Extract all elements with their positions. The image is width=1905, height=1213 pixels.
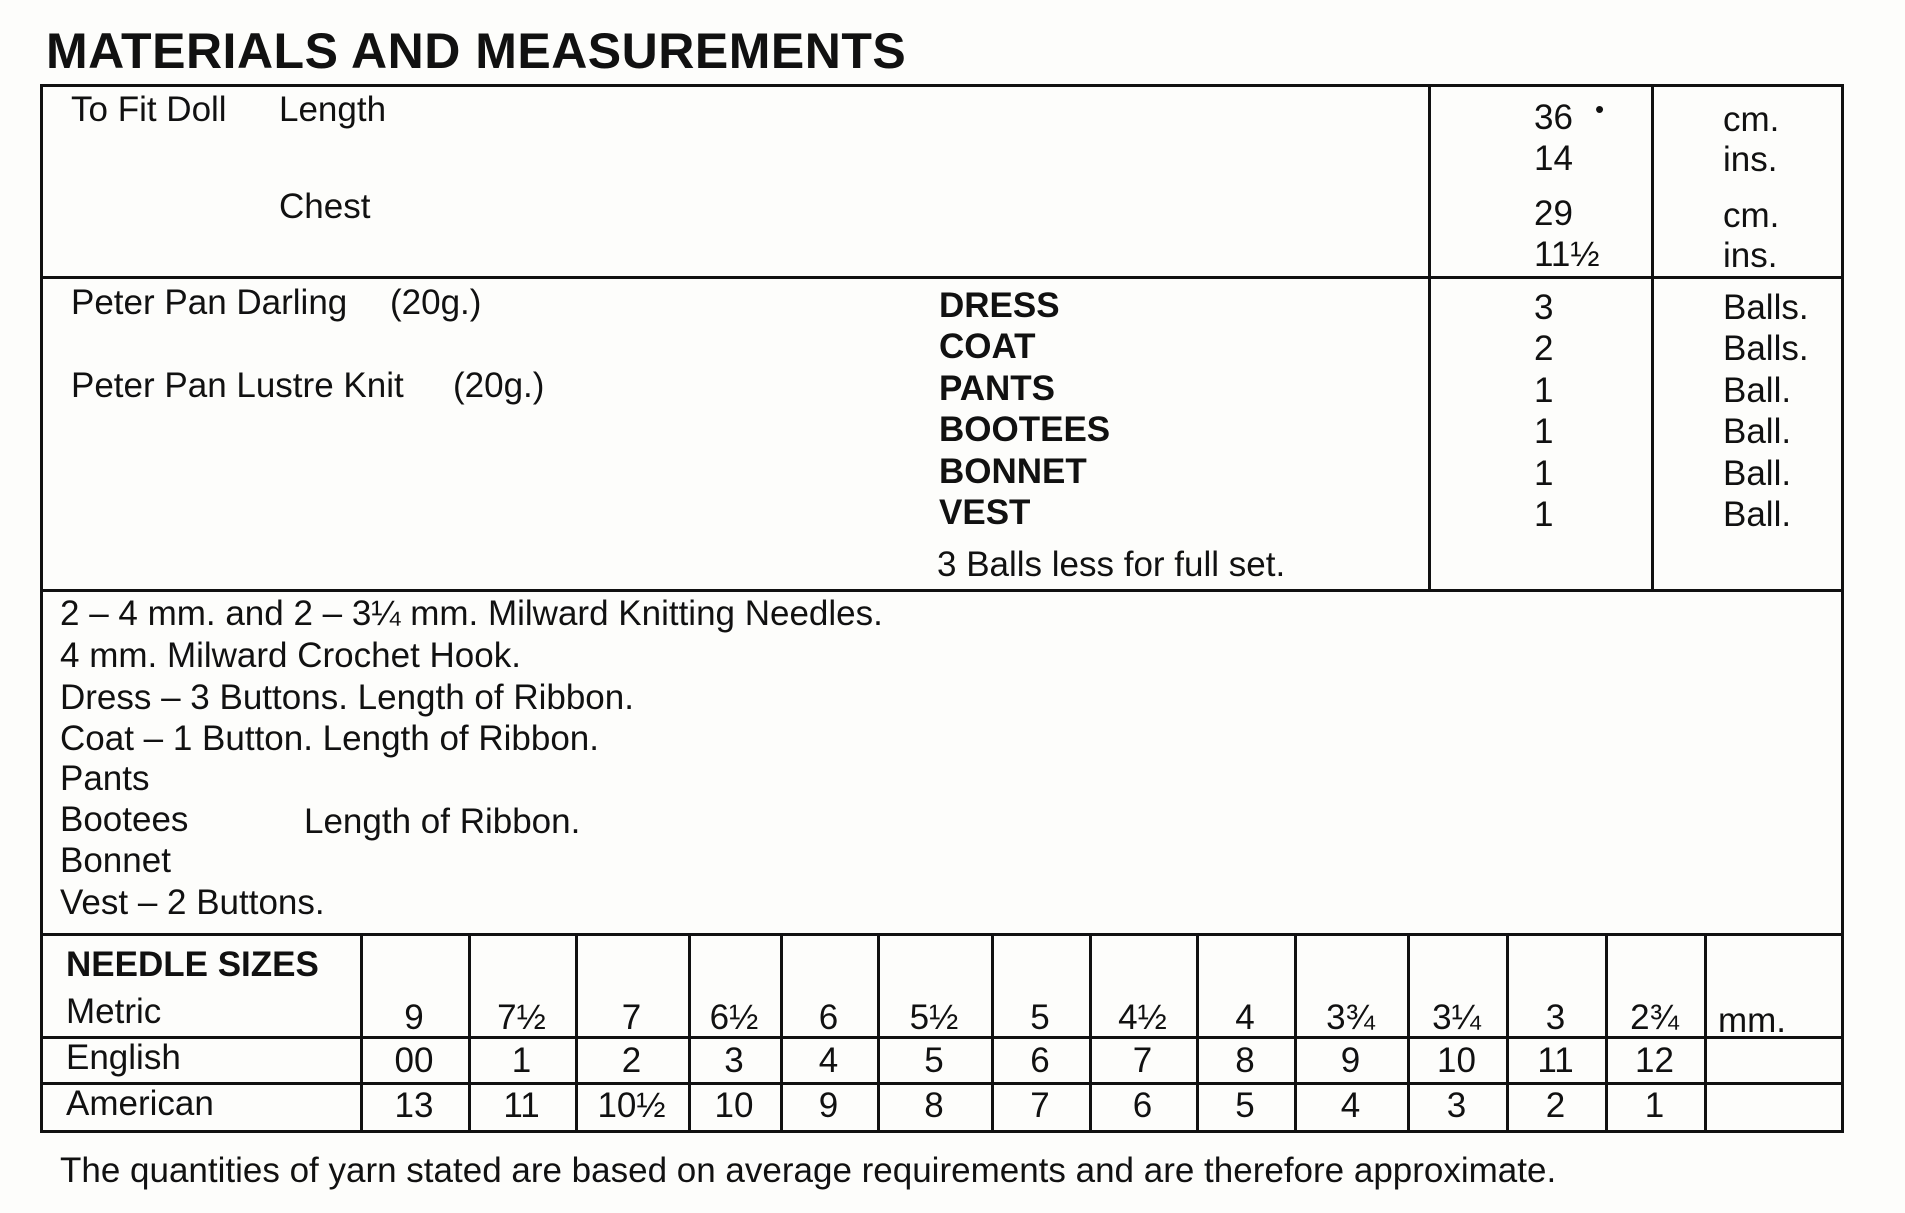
yarn-2-weight: (20g.) [453, 366, 545, 405]
needle-size-metric: 6 [818, 998, 839, 1037]
needle-size-metric: 5 [1030, 998, 1050, 1037]
garment-qty: 1 [1534, 371, 1554, 410]
length-cm-value: 36 [1534, 98, 1573, 137]
garment-unit: Ball. [1723, 412, 1792, 451]
needle-size-american: 13 [394, 1086, 434, 1125]
chest-label: Chest [279, 187, 371, 226]
needle-size-english: 1 [511, 1041, 532, 1080]
yarn-2-name: Peter Pan Lustre Knit [71, 366, 404, 405]
needle-column-divider [1196, 933, 1199, 1133]
garment-name: VEST [939, 493, 1031, 532]
chest-cm-unit: cm. [1723, 196, 1780, 235]
accessory-line: Dress – 3 Buttons. Length of Ribbon. [60, 678, 634, 717]
needle-size-english: 6 [1030, 1041, 1050, 1080]
needle-size-english: 5 [924, 1041, 944, 1080]
table-bottom-border [40, 1130, 1844, 1133]
garment-name: DRESS [939, 286, 1060, 325]
needle-size-american: 10 [714, 1086, 754, 1125]
needle-label-divider [360, 933, 363, 1133]
needle-size-english: 8 [1235, 1041, 1255, 1080]
needle-size-english: 3 [724, 1041, 744, 1080]
accessory-line: Bonnet [60, 841, 171, 880]
table-left-border [40, 84, 43, 1133]
chest-in-unit: ins. [1723, 236, 1778, 275]
length-in-unit: ins. [1723, 140, 1778, 179]
needle-size-american: 6 [1132, 1086, 1153, 1125]
accessory-line: Vest – 2 Buttons. [60, 883, 325, 922]
page-title: MATERIALS AND MEASUREMENTS [46, 23, 907, 79]
needle-column-divider [1704, 933, 1707, 1133]
needle-size-american: 7 [1030, 1086, 1050, 1125]
needle-size-english: 11 [1537, 1041, 1574, 1080]
bullet-mark: • [1595, 94, 1605, 124]
needle-size-metric: 7 [621, 998, 642, 1037]
table-right-border [1841, 84, 1844, 1133]
needle-column-divider [1605, 933, 1608, 1133]
yarn-1-weight: (20g.) [390, 283, 482, 322]
needle-size-english: 12 [1635, 1041, 1674, 1080]
needle-column-divider [877, 933, 880, 1133]
metric-label: Metric [66, 992, 162, 1031]
needle-column-divider [780, 933, 783, 1133]
garment-unit: Ball. [1723, 495, 1792, 534]
needle-column-divider [575, 933, 578, 1133]
needle-sizes-heading: NEEDLE SIZES [66, 945, 319, 984]
garment-qty: 2 [1534, 329, 1554, 368]
garment-qty: 3 [1534, 288, 1554, 327]
needle-size-english: 00 [394, 1041, 434, 1080]
garment-unit: Balls. [1723, 288, 1809, 327]
english-label: English [66, 1038, 181, 1077]
garment-unit: Ball. [1723, 454, 1792, 493]
needle-size-english: 7 [1132, 1041, 1153, 1080]
needle-size-american: 9 [818, 1086, 839, 1125]
length-label: Length [279, 90, 387, 129]
qty-column-divider [1428, 84, 1431, 592]
needle-column-divider [468, 933, 471, 1133]
needle-size-american: 5 [1235, 1086, 1255, 1125]
needle-column-divider [1407, 933, 1410, 1133]
accessory-line: Bootees [60, 800, 189, 839]
garment-unit: Balls. [1723, 329, 1809, 368]
accessory-line: Pants [60, 759, 150, 798]
table-top-border [40, 84, 1844, 87]
needle-column-divider [991, 933, 994, 1133]
needle-size-american: 10½ [597, 1086, 666, 1125]
length-in-value: 14 [1534, 139, 1573, 178]
needle-unit: mm. [1718, 1001, 1787, 1040]
needle-size-american: 11 [503, 1086, 540, 1125]
needle-size-american: 4 [1340, 1086, 1361, 1125]
section-divider-1 [40, 276, 1844, 279]
needle-size-metric: 7½ [497, 998, 546, 1037]
bootees-ribbon-note: Length of Ribbon. [304, 802, 581, 841]
needle-size-american: 2 [1545, 1086, 1566, 1125]
needle-size-english: 10 [1437, 1041, 1476, 1080]
needle-column-divider [1294, 933, 1297, 1133]
needle-size-american: 3 [1446, 1086, 1467, 1125]
needle-size-metric: 2¾ [1630, 998, 1679, 1037]
garment-name: BOOTEES [939, 410, 1111, 449]
length-cm-unit: cm. [1723, 100, 1780, 139]
needle-size-metric: 5½ [909, 998, 959, 1037]
needle-size-metric: 3 [1545, 998, 1566, 1037]
footer-note: The quantities of yarn stated are based on average requirements and are therefore approximate. [60, 1151, 1557, 1190]
garment-qty: 1 [1534, 495, 1554, 534]
chest-in-value: 11½ [1534, 235, 1600, 274]
accessory-line: 2 – 4 mm. and 2 – 3¼ mm. Milward Knitting Needles. [60, 594, 883, 633]
needle-size-english: 2 [621, 1041, 642, 1080]
chest-cm-value: 29 [1534, 194, 1573, 233]
garment-name: BONNET [939, 452, 1087, 491]
garment-name: COAT [939, 327, 1036, 366]
garment-unit: Ball. [1723, 371, 1792, 410]
needle-size-metric: 9 [404, 998, 424, 1037]
needle-column-divider [1506, 933, 1509, 1133]
garment-name: PANTS [939, 369, 1056, 408]
needle-size-metric: 3¾ [1326, 998, 1375, 1037]
needle-size-metric: 4½ [1118, 998, 1167, 1037]
needle-size-american: 8 [924, 1086, 944, 1125]
needle-size-metric: 4 [1235, 998, 1255, 1037]
accessory-line: Coat – 1 Button. Length of Ribbon. [60, 719, 599, 758]
unit-column-divider [1651, 84, 1654, 592]
section-divider-2 [40, 589, 1844, 592]
section-divider-3 [40, 933, 1844, 936]
needle-size-metric: 6½ [709, 998, 759, 1037]
accessory-line: 4 mm. Milward Crochet Hook. [60, 636, 521, 675]
needle-column-divider [1089, 933, 1092, 1133]
american-label: American [66, 1084, 214, 1123]
garment-qty: 1 [1534, 412, 1554, 451]
needle-size-metric: 3¼ [1432, 998, 1481, 1037]
needle-size-american: 1 [1644, 1086, 1665, 1125]
needle-column-divider [688, 933, 691, 1133]
garment-qty: 1 [1534, 454, 1554, 493]
yarn-1-name: Peter Pan Darling [71, 283, 348, 322]
needle-size-english: 4 [818, 1041, 839, 1080]
doll-label: To Fit Doll [71, 90, 227, 129]
full-set-note: 3 Balls less for full set. [937, 545, 1286, 584]
needle-row-divider-2 [40, 1082, 1844, 1085]
needle-size-english: 9 [1340, 1041, 1361, 1080]
